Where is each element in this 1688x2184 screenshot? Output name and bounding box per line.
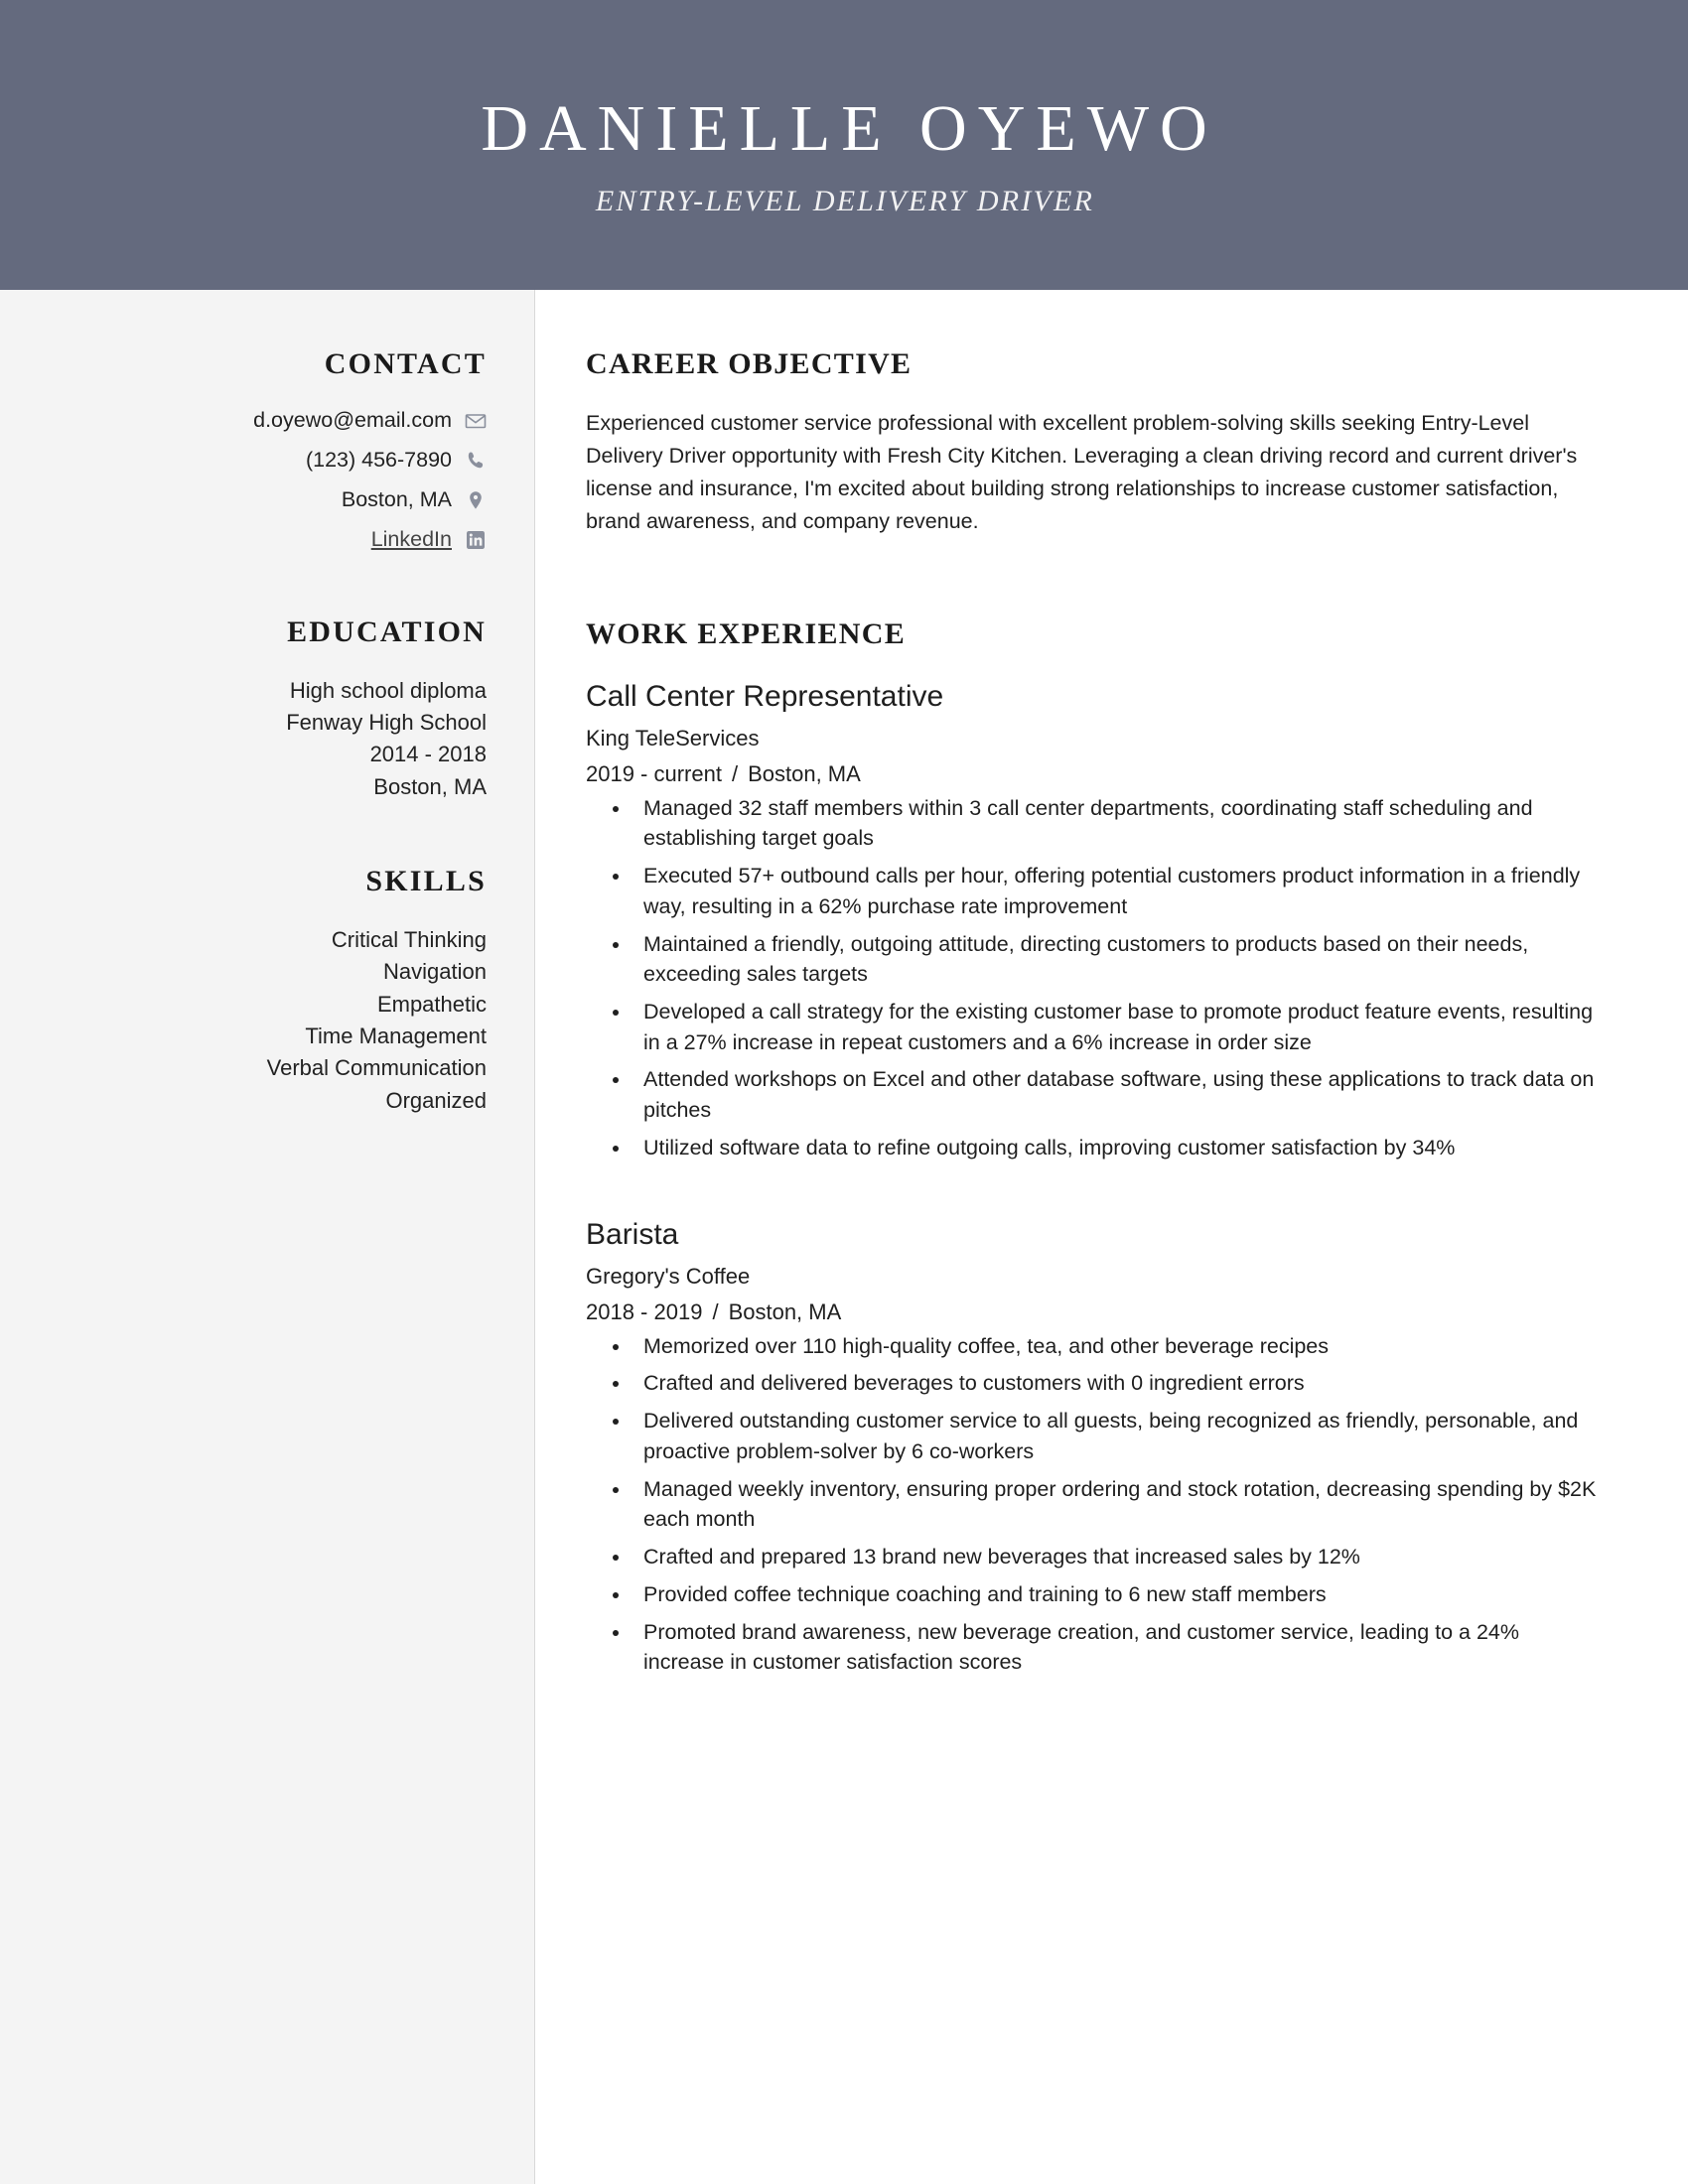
contact-item-linkedin[interactable] [40,526,487,554]
job-dates: 2019 - current [586,760,722,786]
list-item: • Managed 32 staff members within 3 call center departments, coordinating staff scheduling and establishing target goals [632,793,1597,854]
contact-heading: CONTACT [324,347,487,380]
list-item: Navigation [383,959,487,985]
list-item: • Crafted and prepared 13 brand new beverages that increased sales by 12% [632,1542,1597,1572]
section-spacer [586,538,1609,617]
contact-linkedin-link[interactable]: LinkedIn [370,526,452,551]
list-item: • Maintained a friendly, outgoing attitude, directing customers to products based on their needs, exceeding sales targets [632,929,1597,990]
contact-item-location [40,486,487,514]
list-item: Time Management [305,1024,487,1049]
job-bullets [586,793,1609,1163]
list-item: • Delivered outstanding customer service to all guests, being recognized as friendly, personable, and proactive problem-solver by 6 co-workers [632,1406,1597,1466]
contact-phone-text: (123) 456-7890 [305,447,452,472]
list-item: • Crafted and delivered beverages to customers with 0 ingredient errors [632,1368,1597,1399]
list-item: • Developed a call strategy for the existing customer base to promote product feature events, resulting in a 27% increase in repeat customers and a 6% increase in order size [632,997,1597,1057]
meta-separator: / [712,1298,719,1324]
job-location: Boston, MA [728,1298,842,1324]
phone-icon [465,450,487,472]
education-heading: EDUCATION [287,614,487,648]
career-objective-heading: CAREER OBJECTIVE [586,347,913,380]
skills-section [40,865,487,1117]
list-item: • Executed 57+ outbound calls per hour, offering potential customers product information in a friendly way, resulting in a 62% purchase rate improvement [632,861,1597,921]
job-spacer [586,1173,1609,1215]
job-dates: 2018 - 2019 [586,1298,703,1324]
envelope-icon [465,410,487,432]
list-item: • Managed weekly inventory, ensuring proper ordering and stock rotation, decreasing spending by $2K each month [632,1474,1597,1535]
education-location: Boston, MA [373,773,487,799]
experience-entry [586,1215,1609,1678]
job-meta [586,1299,1609,1325]
main-content [535,290,1688,2184]
job-company: Gregory's Coffee [586,1263,751,1289]
resume-header [0,0,1688,290]
page-title: DANIELLE OYEWO [481,91,1218,165]
contact-item-phone[interactable] [40,447,487,475]
education-dates: 2014 - 2018 [369,742,487,767]
header-subtitle: ENTRY-LEVEL DELIVERY DRIVER [595,185,1095,218]
work-experience-heading: WORK EXPERIENCE [586,616,907,650]
work-experience-section [586,617,1609,1678]
job-role: Barista [586,1217,679,1251]
location-pin-icon [465,489,487,511]
contact-section [40,347,487,554]
list-item: • Attended workshops on Excel and other database software, using these applications to track data on pitches [632,1064,1597,1125]
list-item: Critical Thinking [331,927,487,953]
list-item: Empathetic [376,991,487,1017]
contact-item-email[interactable] [40,407,487,435]
job-meta [586,761,1609,787]
contact-email-text: d.oyewo@email.com [253,408,452,432]
education-school: Fenway High School [286,710,487,736]
list-item: • Memorized over 110 high-quality coffee, tea, and other beverage recipes [632,1331,1597,1362]
education-degree: High school diploma [289,677,487,703]
sidebar [0,290,535,2184]
meta-separator: / [731,760,739,786]
experience-entry [586,677,1609,1163]
list-item: Organized [385,1087,487,1113]
job-location: Boston, MA [748,760,861,786]
resume-body [0,290,1688,2184]
career-objective-section [586,347,1609,538]
list-item: Verbal Communication [266,1055,487,1081]
list-item: • Utilized software data to refine outgoing calls, improving customer satisfaction by 34% [632,1133,1597,1163]
education-section [40,615,487,803]
linkedin-icon [465,529,487,551]
list-item: • Provided coffee technique coaching and training to 6 new staff members [632,1579,1597,1610]
job-bullets [586,1331,1609,1678]
job-role: Call Center Representative [586,679,944,713]
contact-location-text: Boston, MA [341,486,452,511]
career-objective-text: Experienced customer service professional with excellent problem-solving skills seeking Entry-Level Delivery Driver opportunity with Fresh City Kitchen. Leveraging a clean driving record and current driver's license and insurance, I'm excited about building strong relationships to increase customer satisfaction, brand awareness, and company revenue. [586,411,1578,533]
job-company: King TeleServices [586,725,760,751]
skills-heading: SKILLS [365,865,487,898]
list-item: • Promoted brand awareness, new beverage creation, and customer service, leading to a 24% increase in customer satisfaction scores [632,1617,1597,1678]
